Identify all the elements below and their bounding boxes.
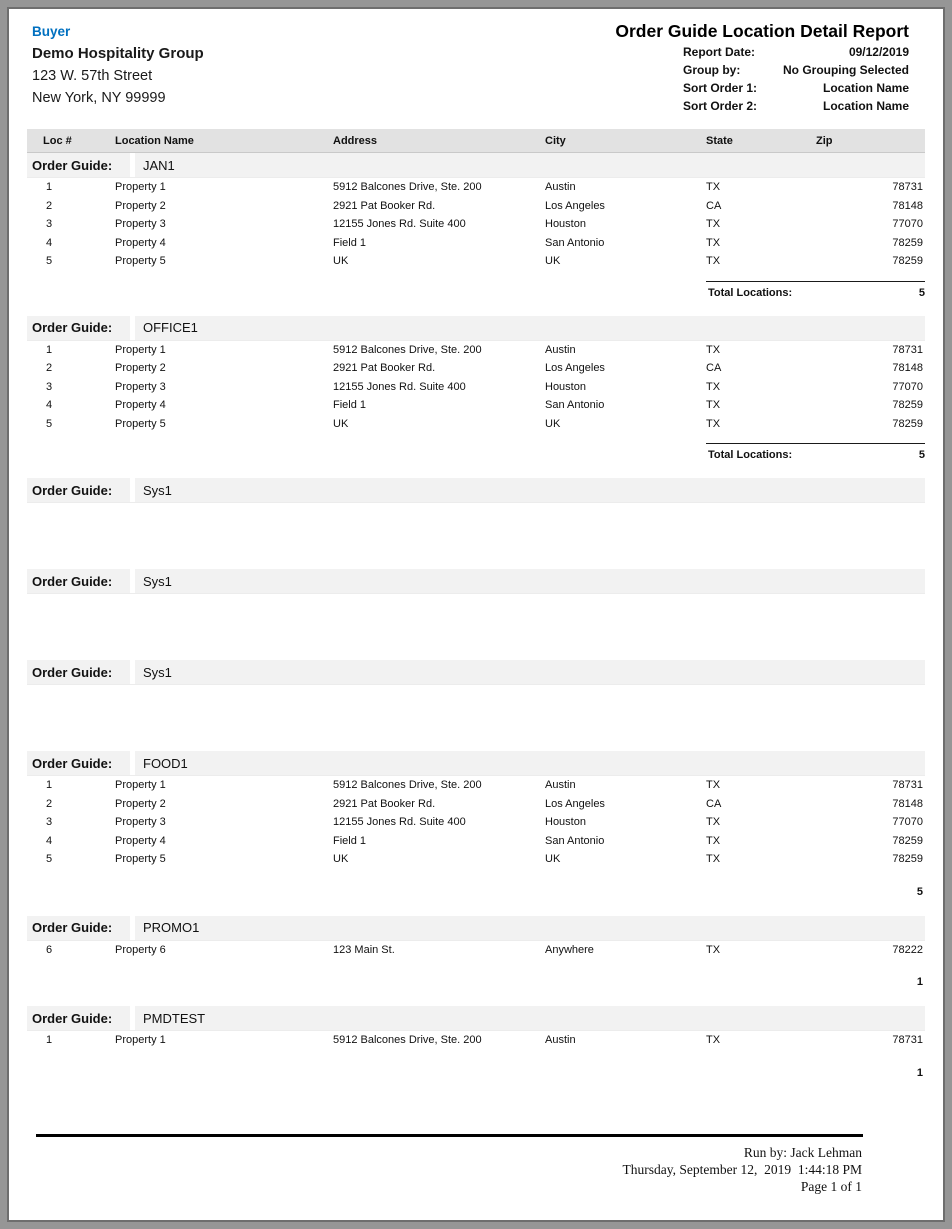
cell-location-name: Property 5	[115, 853, 166, 866]
buyer-block	[27, 21, 204, 129]
cell-city: UK	[545, 255, 561, 268]
cell-location-name: Property 1	[115, 1034, 166, 1047]
company-name: Demo Hospitality Group	[32, 45, 204, 62]
group-total-row	[706, 443, 925, 461]
group-header-band	[27, 660, 925, 685]
cell-zip: 78731	[892, 1034, 923, 1047]
group-label: Order Guide:	[27, 316, 130, 340]
cell-state: TX	[706, 380, 721, 393]
cell-city: UK	[545, 853, 561, 866]
cell-state: TX	[706, 853, 721, 866]
cell-state: TX	[706, 181, 721, 194]
group-header-band	[27, 478, 925, 503]
table-row	[27, 252, 925, 271]
column-header-location-name: Location Name	[115, 134, 194, 147]
order-guide-group	[27, 1006, 925, 1079]
cell-loc-number: 3	[46, 380, 53, 393]
footer-page-info: Page 1 of 1	[800, 1179, 862, 1194]
title-block	[579, 21, 909, 129]
cell-location-name: Property 3	[115, 816, 166, 829]
order-guide-groups	[27, 153, 925, 1079]
cell-city: Austin	[545, 1034, 576, 1047]
table-row	[27, 215, 925, 234]
column-header-state: State	[706, 134, 733, 147]
cell-location-name: Property 1	[115, 181, 166, 194]
cell-address: UK	[333, 853, 349, 866]
group-by-value: No Grouping Selected	[782, 63, 909, 77]
cell-loc-number: 3	[46, 218, 53, 231]
total-locations-value: 5	[918, 286, 925, 299]
cell-loc-number: 5	[46, 417, 53, 430]
table-row	[27, 1031, 925, 1050]
table-row	[27, 850, 925, 869]
cell-address: 5912 Balcones Drive, Ste. 200	[333, 343, 482, 356]
address-line-2: New York, NY 99999	[32, 90, 166, 106]
cell-loc-number: 6	[46, 943, 53, 956]
cell-address: Field 1	[333, 834, 367, 847]
total-locations-label: Total Locations:	[708, 449, 793, 461]
group-header-band	[27, 569, 925, 594]
address-line-1: 123 W. 57th Street	[32, 68, 153, 84]
cell-location-name: Property 4	[115, 399, 166, 412]
cell-loc-number: 1	[46, 1034, 53, 1047]
cell-zip: 78731	[892, 181, 923, 194]
cell-location-name: Property 2	[115, 199, 166, 212]
cell-address: 5912 Balcones Drive, Ste. 200	[333, 1034, 482, 1047]
meta-row-report-date	[683, 45, 909, 63]
table-header-row	[27, 129, 925, 153]
cell-loc-number: 4	[46, 399, 53, 412]
cell-location-name: Property 2	[115, 797, 166, 810]
cell-state: CA	[706, 797, 722, 810]
table-row	[27, 832, 925, 851]
group-label: Order Guide:	[27, 153, 130, 177]
column-header-city: City	[545, 134, 566, 147]
cell-city: UK	[545, 417, 561, 430]
cell-address: 5912 Balcones Drive, Ste. 200	[333, 779, 482, 792]
cell-location-name: Property 2	[115, 362, 166, 375]
meta-row-group-by	[683, 63, 909, 81]
cell-state: TX	[706, 834, 721, 847]
group-header-band	[27, 1006, 925, 1031]
cell-state: TX	[706, 816, 721, 829]
report-title: Order Guide Location Detail Report	[615, 21, 909, 41]
cell-city: San Antonio	[545, 834, 605, 847]
cell-address: 123 Main St.	[333, 943, 395, 956]
cell-location-name: Property 1	[115, 779, 166, 792]
total-locations-value: 1	[916, 1066, 923, 1079]
cell-city: Houston	[545, 218, 586, 231]
table-row	[27, 197, 925, 216]
total-locations-value: 5	[918, 449, 925, 461]
cell-address: 2921 Pat Booker Rd.	[333, 199, 436, 212]
total-locations-value: 1	[916, 976, 923, 988]
cell-location-name: Property 3	[115, 380, 166, 393]
cell-address: 12155 Jones Rd. Suite 400	[333, 218, 466, 231]
group-label: Order Guide:	[27, 569, 130, 593]
group-label: Order Guide:	[27, 1006, 130, 1030]
group-name: JAN1	[135, 153, 925, 177]
cell-address: 5912 Balcones Drive, Ste. 200	[333, 181, 482, 194]
table-row	[27, 234, 925, 253]
cell-city: San Antonio	[545, 399, 605, 412]
cell-loc-number: 2	[46, 199, 53, 212]
column-header-zip: Zip	[816, 134, 833, 147]
cell-zip: 78731	[892, 779, 923, 792]
cell-zip: 78259	[892, 834, 923, 847]
report-date-label: Report Date:	[683, 45, 756, 59]
cell-location-name: Property 5	[115, 417, 166, 430]
cell-loc-number: 4	[46, 236, 53, 249]
cell-address: Field 1	[333, 236, 367, 249]
cell-city: Los Angeles	[545, 362, 605, 375]
report-header	[27, 9, 925, 129]
group-header-band	[27, 916, 925, 941]
column-header-loc: Loc #	[43, 134, 72, 147]
group-name: PMDTEST	[135, 1006, 925, 1030]
footer-divider	[36, 1134, 863, 1137]
group-name: OFFICE1	[135, 316, 925, 340]
report-date-value: 09/12/2019	[848, 45, 909, 59]
cell-zip: 78259	[892, 399, 923, 412]
cell-loc-number: 3	[46, 816, 53, 829]
cell-location-name: Property 4	[115, 834, 166, 847]
cell-location-name: Property 6	[115, 943, 166, 956]
report-footer	[36, 1134, 863, 1195]
order-guide-group	[27, 660, 925, 685]
group-total-row	[706, 281, 925, 299]
cell-state: TX	[706, 943, 721, 956]
cell-loc-number: 1	[46, 343, 53, 356]
footer-run-by: Run by: Jack Lehman	[743, 1145, 862, 1160]
total-locations-value: 5	[916, 885, 923, 898]
cell-state: TX	[706, 255, 721, 268]
cell-zip: 78259	[892, 853, 923, 866]
table-row	[27, 776, 925, 795]
group-name: Sys1	[135, 660, 925, 684]
cell-state: TX	[706, 236, 721, 249]
cell-zip: 78148	[892, 797, 923, 810]
cell-location-name: Property 3	[115, 218, 166, 231]
meta-row-sort-order-2	[683, 99, 909, 117]
table-row	[27, 178, 925, 197]
buyer-label: Buyer	[32, 24, 71, 39]
cell-address: 12155 Jones Rd. Suite 400	[333, 380, 466, 393]
cell-state: TX	[706, 399, 721, 412]
cell-loc-number: 5	[46, 255, 53, 268]
cell-city: Los Angeles	[545, 797, 605, 810]
cell-zip: 77070	[892, 380, 923, 393]
sort-order-1-label: Sort Order 1:	[683, 81, 758, 95]
cell-zip: 78259	[892, 236, 923, 249]
group-label: Order Guide:	[27, 916, 130, 940]
cell-city: Los Angeles	[545, 199, 605, 212]
table-row	[27, 396, 925, 415]
order-guide-group	[27, 569, 925, 594]
footer-datetime: Thursday, September 12, 2019 1:44:18 PM	[622, 1162, 862, 1177]
cell-zip: 78222	[892, 943, 923, 956]
cell-zip: 78148	[892, 199, 923, 212]
sort-order-2-label: Sort Order 2:	[683, 99, 758, 113]
table-row	[27, 341, 925, 360]
cell-city: Houston	[545, 816, 586, 829]
cell-city: Houston	[545, 380, 586, 393]
order-guide-group	[27, 153, 925, 299]
meta-row-sort-order-1	[683, 81, 909, 99]
cell-location-name: Property 4	[115, 236, 166, 249]
cell-city: Anywhere	[545, 943, 594, 956]
group-label: Order Guide:	[27, 751, 130, 775]
order-guide-group	[27, 751, 925, 898]
group-name: Sys1	[135, 569, 925, 593]
cell-zip: 78259	[892, 255, 923, 268]
cell-zip: 78148	[892, 362, 923, 375]
cell-loc-number: 2	[46, 362, 53, 375]
total-locations-label: Total Locations:	[708, 286, 793, 299]
column-header-address: Address	[333, 134, 378, 147]
order-guide-group	[27, 478, 925, 503]
cell-loc-number: 2	[46, 797, 53, 810]
group-header-band	[27, 751, 925, 776]
order-guide-group	[27, 316, 925, 462]
cell-city: Austin	[545, 779, 576, 792]
cell-state: CA	[706, 199, 722, 212]
cell-address: 12155 Jones Rd. Suite 400	[333, 816, 466, 829]
group-header-band	[27, 316, 925, 341]
cell-address: UK	[333, 255, 349, 268]
cell-state: TX	[706, 218, 721, 231]
table-row	[27, 359, 925, 378]
cell-city: Austin	[545, 343, 576, 356]
table-row	[27, 941, 925, 960]
cell-address: Field 1	[333, 399, 367, 412]
order-guide-group	[27, 916, 925, 989]
group-label: Order Guide:	[27, 660, 130, 684]
cell-location-name: Property 5	[115, 255, 166, 268]
cell-loc-number: 1	[46, 181, 53, 194]
cell-loc-number: 4	[46, 834, 53, 847]
table-row	[27, 378, 925, 397]
cell-zip: 77070	[892, 218, 923, 231]
cell-city: San Antonio	[545, 236, 605, 249]
cell-zip: 77070	[892, 816, 923, 829]
cell-state: TX	[706, 1034, 721, 1047]
cell-city: Austin	[545, 181, 576, 194]
cell-address: UK	[333, 417, 349, 430]
group-header-band	[27, 153, 925, 178]
cell-zip: 78259	[892, 417, 923, 430]
table-row	[27, 795, 925, 814]
report-page	[7, 7, 945, 1222]
table-row	[27, 415, 925, 434]
sort-order-2-value: Location Name	[822, 99, 909, 113]
cell-loc-number: 1	[46, 779, 53, 792]
group-label: Order Guide:	[27, 478, 130, 502]
cell-address: 2921 Pat Booker Rd.	[333, 797, 436, 810]
cell-state: TX	[706, 417, 721, 430]
cell-state: CA	[706, 362, 722, 375]
group-name: Sys1	[135, 478, 925, 502]
cell-address: 2921 Pat Booker Rd.	[333, 362, 436, 375]
group-by-label: Group by:	[683, 63, 741, 77]
cell-state: TX	[706, 343, 721, 356]
cell-zip: 78731	[892, 343, 923, 356]
table-row	[27, 813, 925, 832]
sort-order-1-value: Location Name	[822, 81, 909, 95]
cell-state: TX	[706, 779, 721, 792]
group-name: PROMO1	[135, 916, 925, 940]
cell-location-name: Property 1	[115, 343, 166, 356]
group-name: FOOD1	[135, 751, 925, 775]
cell-loc-number: 5	[46, 853, 53, 866]
